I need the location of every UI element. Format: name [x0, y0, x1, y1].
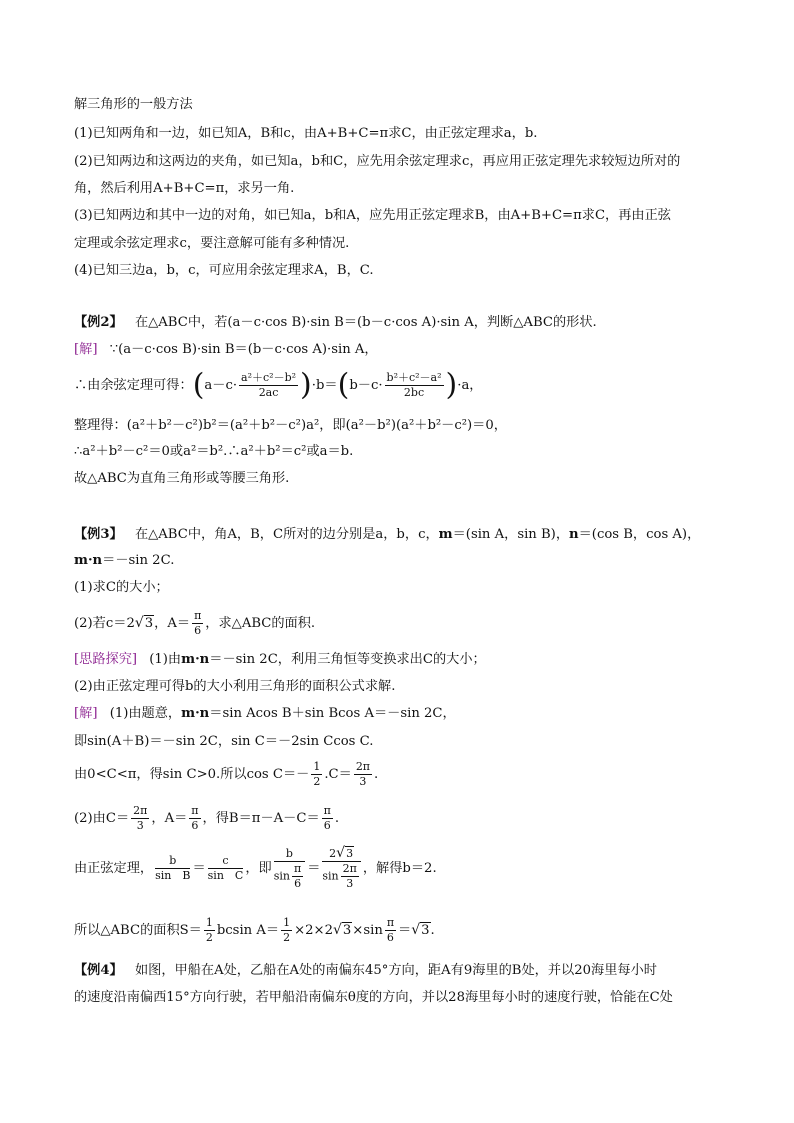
method-line: 角，然后利用A+B+C=π，求另一角. — [74, 181, 295, 196]
method-line: 定理或余弦定理求c，要注意解可能有多种情况. — [74, 236, 350, 251]
solution-tag: [解] — [74, 342, 98, 357]
solution-tag: [解] — [74, 706, 98, 721]
method-line: (4)已知三边a，b，c，可应用余弦定理求A，B，C. — [74, 263, 374, 278]
example-tag: 【例3】 — [74, 527, 123, 542]
think-line: [思路探究] (1)由m·n＝－sin 2C，利用三角恒等变换求出C的大小； — [74, 652, 486, 667]
think-line: (2)由正弦定理可得b的大小利用三角形的面积公式求解. — [74, 679, 396, 694]
solution-line: 即sin(A＋B)＝－sin 2C，sin C＝－2sin Ccos C. — [74, 734, 374, 749]
fraction: $\frac{\pi}{6}$ — [323, 804, 331, 832]
solution-line: 由0<C<π，得sin C>0.所以cos C＝－ $\frac{1}{2}$ .C＝ $\frac{2\pi}{3}$ . — [74, 760, 379, 788]
solution-line: ∴a²＋b²－c²＝0或a²＝b².∴a²＋b²＝c²或a＝b. — [74, 444, 354, 459]
problem-line: 的速度沿南偏西15°方向行驶，若甲船沿南偏东θ度的方向，并以28海里每小时的速度行驶，恰能在C处 — [74, 990, 673, 1005]
fraction: $\frac{1}{2}$ — [283, 916, 291, 944]
fraction: $\frac{1}{2}$ — [205, 916, 213, 944]
fraction: $\frac{\text{b²＋c²－a²}}{2bc}$ — [386, 371, 442, 399]
think-tag: [思路探究] — [74, 652, 138, 667]
problem-line: m·n＝－sin 2C. — [74, 553, 175, 568]
solution-line: [解] (1)由题意，m·n＝sin Acos B＋sin Bcos A＝－sin 2C， — [74, 706, 456, 721]
solution-line: 故△ABC为直角三角形或等腰三角形. — [74, 471, 290, 486]
fraction: $\frac{\pi}{6}$ — [194, 609, 202, 637]
solution-line: [解] ∵(a－c·cos B)·sin B＝(b－c·cos A)·sin A， — [74, 342, 378, 357]
question-2: (2)若c＝2√3，A＝ $\frac{\pi}{6}$ ，求△ABC的面积. — [74, 609, 316, 637]
solution-line: 整理得：(a²＋b²－c²)b²＝(a²＋b²－c²)a²，即(a²－b²)(a²＋b²－c²)＝0， — [74, 418, 507, 433]
cosine-law-formula: ∴由余弦定理可得：(a－c· $\frac{\text{a²＋c²－b²}}{2ac}$ )·b＝(b－c· $\frac{\text{b²＋c²－a²}}{2bc}$ )·a， — [74, 367, 483, 403]
method-line: (3)已知两边和其中一边的对角，如已知a，b和A，应先用正弦定理求B，由A+B+C=π求C，再由正弦 — [74, 208, 671, 223]
section-title: 解三角形的一般方法 — [74, 97, 193, 112]
sine-law-line: 由正弦定理， $\frac{b}{\text{sin B}}$ ＝ $\frac{c}{\text{sin C}}$ ，即 b sin $\frac{\pi}{6}$ ＝ 2√3 sin $\frac{2\pi}{3}$ ，解得b＝2. — [74, 845, 437, 890]
solution-line: (2)由C＝ $\frac{2\pi}{3}$ ，A＝ $\frac{\pi}{6}$ ，得B＝π－A－C＝ $\frac{\pi}{6}$ . — [74, 804, 340, 832]
fraction: $\frac{c}{\text{sin C}}$ — [207, 854, 244, 882]
fraction: $\frac{\pi}{6}$ — [191, 804, 199, 832]
method-line: (1)已知两角和一边，如已知A，B和c，由A+B+C=π求C，由正弦定理求a，b. — [74, 126, 538, 141]
question-1: (1)求C的大小； — [74, 580, 169, 595]
fraction: $\frac{\pi}{6}$ — [386, 916, 395, 944]
fraction: $\frac{b}{\text{sin B}}$ — [155, 854, 191, 882]
example-2-problem: 【例2】 在△ABC中，若(a－c·cos B)·sin B＝(b－c·cos A)·sin A，判断△ABC的形状. — [74, 315, 597, 330]
fraction: b sin $\frac{\pi}{6}$ — [274, 847, 305, 891]
fraction: $\frac{1}{2}$ — [313, 760, 321, 788]
fraction: 2√3 sin $\frac{2\pi}{3}$ — [322, 846, 360, 891]
fraction: $\frac{\text{a²＋c²－b²}}{2ac}$ — [241, 371, 297, 399]
example-tag: 【例2】 — [74, 315, 123, 330]
example-4-problem: 【例4】 如图，甲船在A处，乙船在A处的南偏东45°方向，距A有9海里的B处，并以20海里每小时 — [74, 963, 657, 978]
area-line: 所以△ABC的面积S＝ $\frac{1}{2}$ bcsin A＝ $\frac{1}{2}$ ×2×2√3×sin $\frac{\pi}{6}$ ＝√3. — [74, 916, 435, 944]
method-line: (2)已知两边和这两边的夹角，如已知a，b和C，应先用余弦定理求c，再应用正弦定理先求较短边所对的 — [74, 154, 681, 169]
example-tag: 【例4】 — [74, 963, 123, 978]
fraction: $\frac{2\pi}{3}$ — [355, 760, 371, 788]
example-3-problem: 【例3】 在△ABC中，角A，B，C所对的边分别是a，b，c，m＝(sin A，sin B)，n＝(cos B，cos A)， — [74, 527, 701, 542]
fraction: $\frac{2\pi}{3}$ — [133, 804, 148, 832]
